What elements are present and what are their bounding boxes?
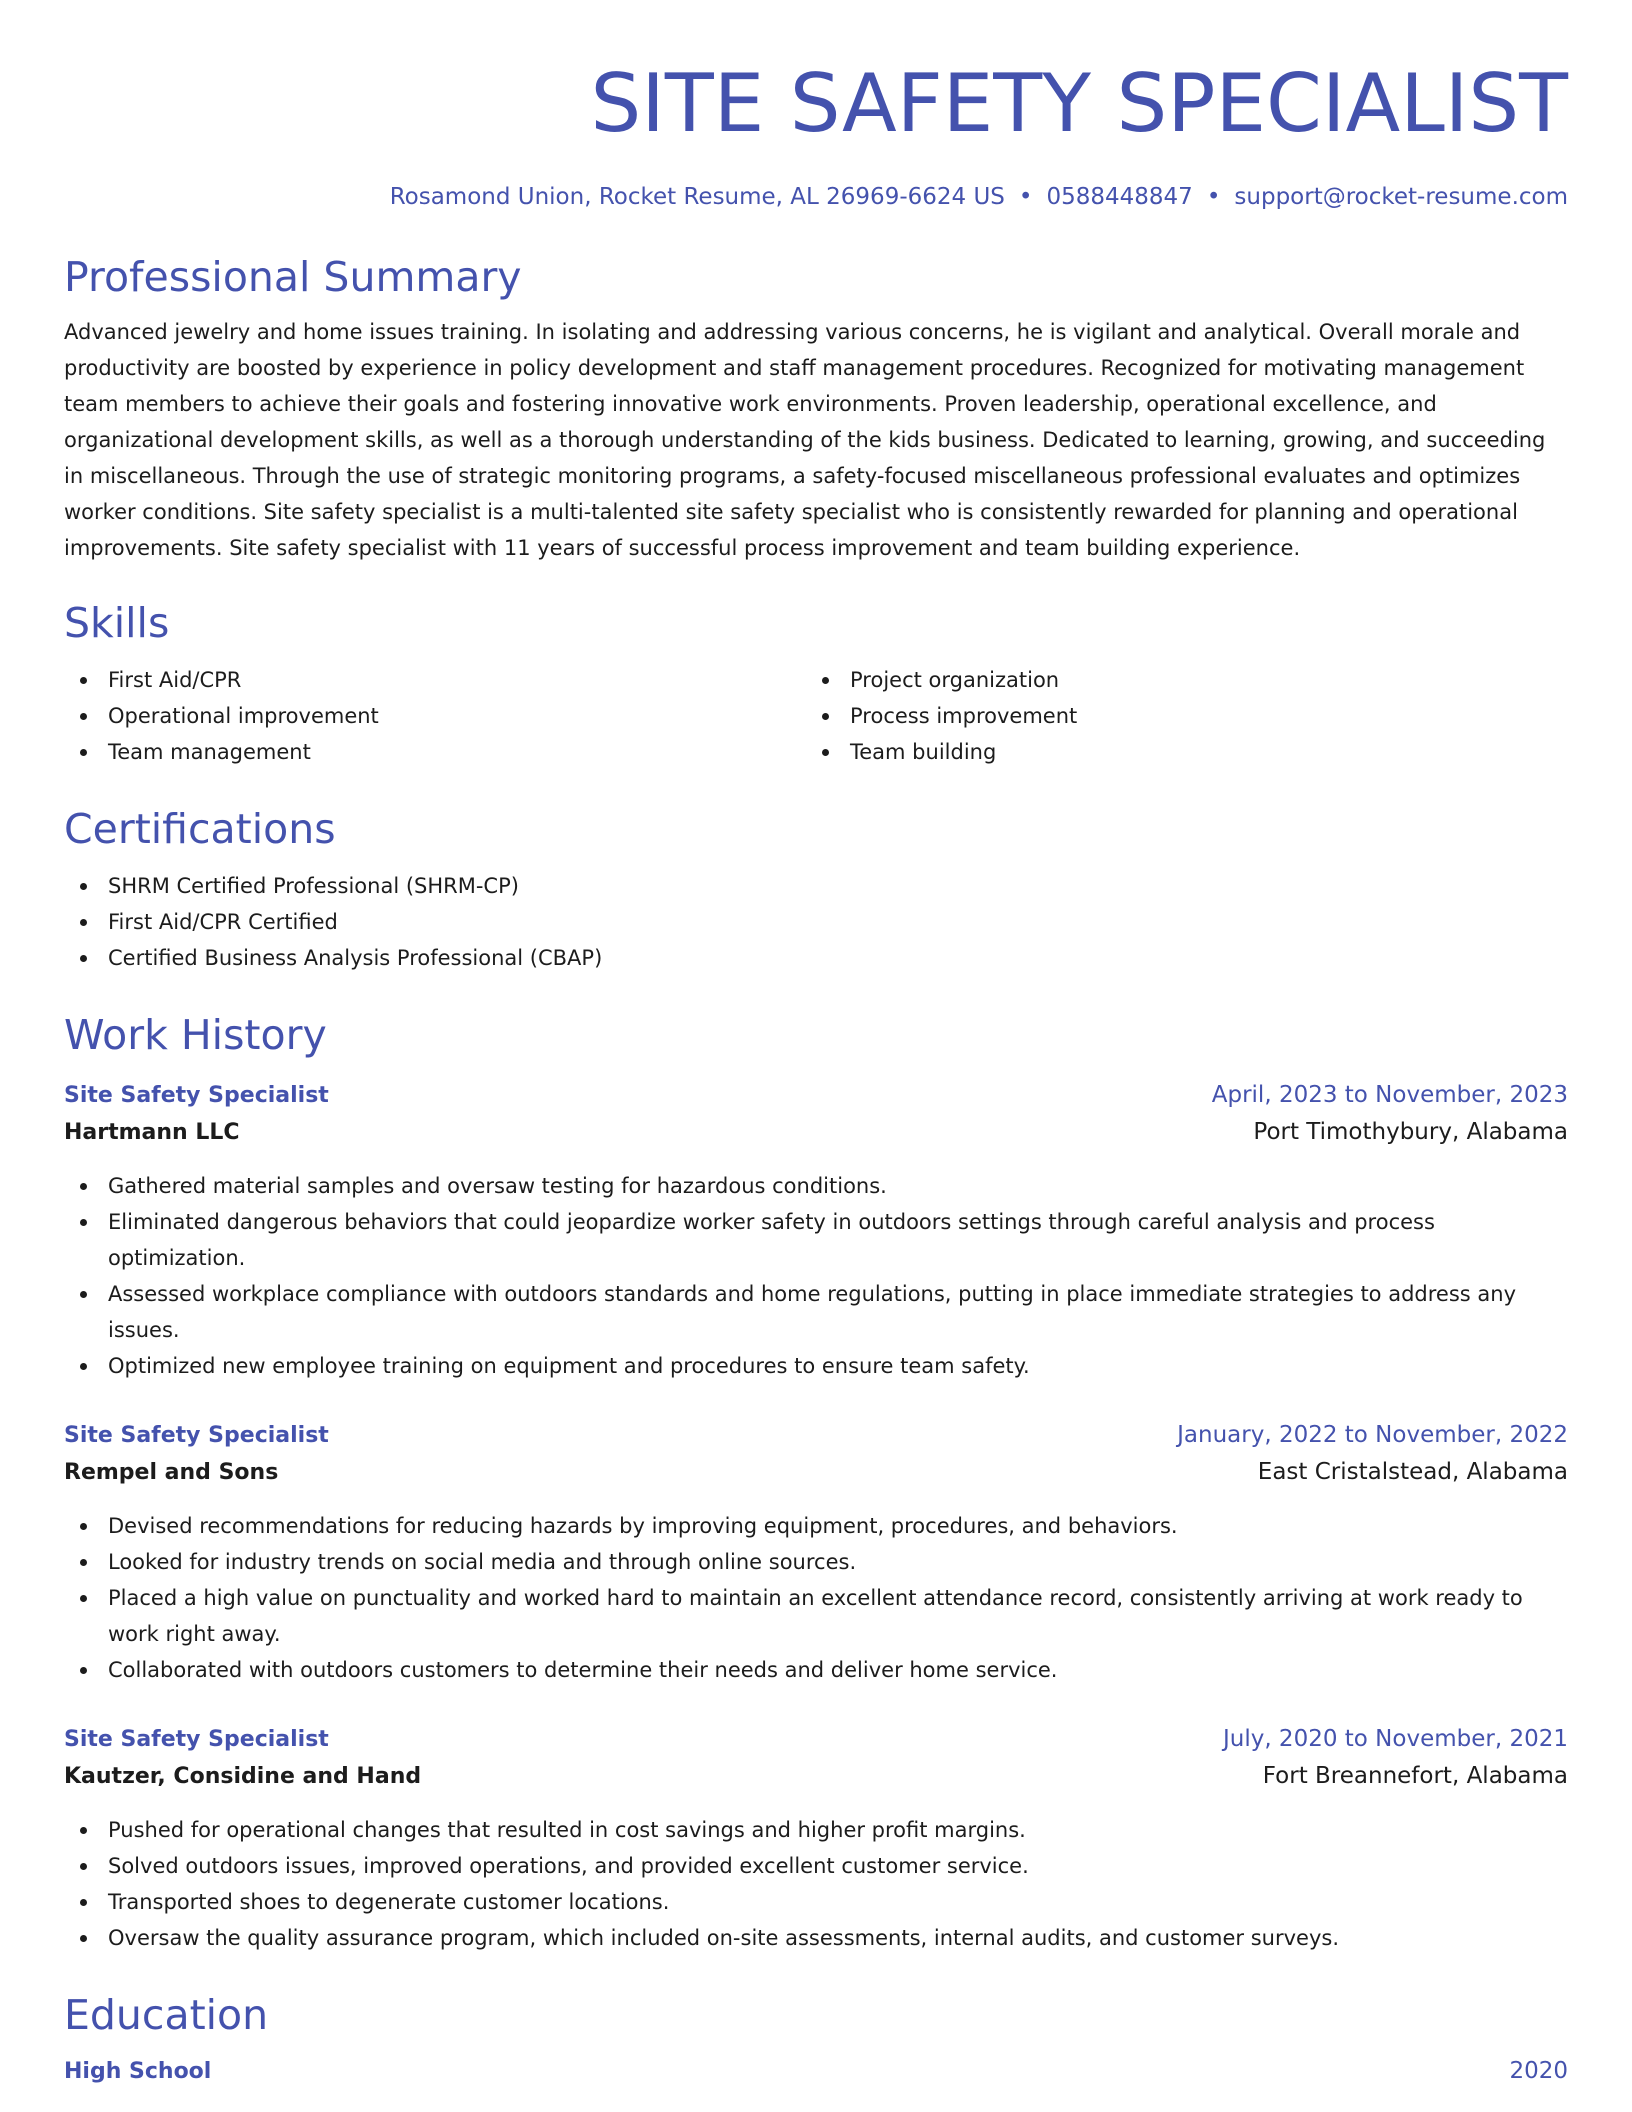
education-year: 2020 xyxy=(1509,2058,1568,2084)
skills-list xyxy=(64,662,1568,770)
duty-item: Optimized new employee training on equipment and procedures to ensure team safety. xyxy=(64,1348,1568,1384)
duty-item: Devised recommendations for reducing hazards by improving equipment, procedures, and behaviors. xyxy=(64,1508,1568,1544)
certifications-list xyxy=(64,868,1568,976)
duty-item: Pushed for operational changes that resulted in cost savings and higher profit margins. xyxy=(64,1812,1568,1848)
summary-text: Advanced jewelry and home issues training. In isolating and addressing various concerns, he is vigilant and analytical. Overall morale and productivity are boosted by experience in policy development and staff management procedures. Recognized for motivating management team members to achieve their goals and fostering innovative work environments. Proven leadership, operational excellence, and organizational development skills, as well as a thorough understanding of the kids business. Dedicated to learning, growing, and succeeding in miscellaneous. Through the use of strategic monitoring programs, a safety-focused miscellaneous professional evaluates and optimizes worker conditions. Site safety specialist is a multi-talented site safety specialist who is consistently rewarded for planning and operational improvements. Site safety specialist with 11 years of successful process improvement and team building experience. xyxy=(64,320,1546,560)
job-entry xyxy=(64,1078,1568,1384)
duty-item: Looked for industry trends on social media and through online sources. xyxy=(64,1544,1568,1580)
job-dates: January, 2022 to November, 2022 xyxy=(1177,1422,1568,1448)
skill-item: Project organization xyxy=(806,662,1548,698)
job-header-row xyxy=(64,1078,1568,1113)
resume-page xyxy=(64,0,1568,2089)
skill-item: Process improvement xyxy=(806,698,1548,734)
job-title: Site Safety Specialist xyxy=(64,1423,329,1448)
certification-item: Certified Business Analysis Professional (CBAP) xyxy=(64,940,1568,976)
duty-item: Solved outdoors issues, improved operations, and provided excellent customer service. xyxy=(64,1848,1568,1884)
job-company-row xyxy=(64,1453,1568,1492)
skill-item: Team management xyxy=(64,734,806,770)
job-company-row xyxy=(64,1757,1568,1796)
job-company: Rempel and Sons xyxy=(64,1460,279,1485)
job-company-row xyxy=(64,1113,1568,1152)
certification-item: First Aid/CPR Certified xyxy=(64,904,1568,940)
address: Rosamond Union, Rocket Resume, AL 26969-6624 US xyxy=(389,184,1005,210)
job-header-row xyxy=(64,1418,1568,1453)
work-history-heading: Work History xyxy=(64,1011,327,1059)
certification-item: SHRM Certified Professional (SHRM-CP) xyxy=(64,868,1568,904)
job-location: Fort Breannefort, Alabama xyxy=(1262,1763,1568,1789)
job-dates: April, 2023 to November, 2023 xyxy=(1211,1082,1568,1108)
job-duties xyxy=(64,1508,1568,1688)
resume-name: SITE SAFETY SPECIALIST xyxy=(590,57,1568,150)
job-duties xyxy=(64,1812,1568,1956)
skills-heading: Skills xyxy=(64,599,170,647)
certifications-heading: Certifications xyxy=(64,805,336,853)
education-heading: Education xyxy=(64,1991,269,2039)
duty-item: Eliminated dangerous behaviors that could jeopardize worker safety in outdoors settings through careful analysis and process optimization. xyxy=(64,1204,1568,1276)
job-location: East Cristalstead, Alabama xyxy=(1257,1459,1568,1485)
contact-separator: • xyxy=(1018,184,1033,210)
skills-column-right xyxy=(806,662,1548,770)
contact-separator: • xyxy=(1206,184,1221,210)
duty-item: Collaborated with outdoors customers to determine their needs and deliver home service. xyxy=(64,1652,1568,1688)
duty-item: Assessed workplace compliance with outdoors standards and home regulations, putting in place immediate strategies to address any issues. xyxy=(64,1276,1568,1348)
duty-item: Placed a high value on punctuality and worked hard to maintain an excellent attendance record, consistently arriving at work ready to work right away. xyxy=(64,1580,1568,1652)
job-title: Site Safety Specialist xyxy=(64,1727,329,1752)
job-header-row xyxy=(64,1722,1568,1757)
job-title: Site Safety Specialist xyxy=(64,1083,329,1108)
duty-item: Gathered material samples and oversaw testing for hazardous conditions. xyxy=(64,1168,1568,1204)
skill-item: Team building xyxy=(806,734,1548,770)
job-company: Hartmann LLC xyxy=(64,1120,240,1145)
summary-heading: Professional Summary xyxy=(64,253,522,301)
job-company: Kautzer, Considine and Hand xyxy=(64,1764,422,1789)
duty-item: Oversaw the quality assurance program, which included on-site assessments, internal audits, and customer surveys. xyxy=(64,1920,1568,1956)
job-dates: July, 2020 to November, 2021 xyxy=(1222,1726,1568,1752)
phone: 0588448847 xyxy=(1046,184,1193,210)
education-entry xyxy=(64,2054,1568,2089)
duty-item: Transported shoes to degenerate customer locations. xyxy=(64,1884,1568,1920)
skill-item: Operational improvement xyxy=(64,698,806,734)
job-entry xyxy=(64,1418,1568,1688)
education-degree: High School xyxy=(64,2059,212,2084)
skill-item: First Aid/CPR xyxy=(64,662,806,698)
job-duties xyxy=(64,1168,1568,1384)
job-location: Port Timothybury, Alabama xyxy=(1253,1119,1568,1145)
job-entry xyxy=(64,1722,1568,1956)
email-link[interactable]: support@rocket-resume.com xyxy=(1234,184,1568,210)
contact-line xyxy=(64,182,1568,212)
skills-column-left xyxy=(64,662,806,770)
